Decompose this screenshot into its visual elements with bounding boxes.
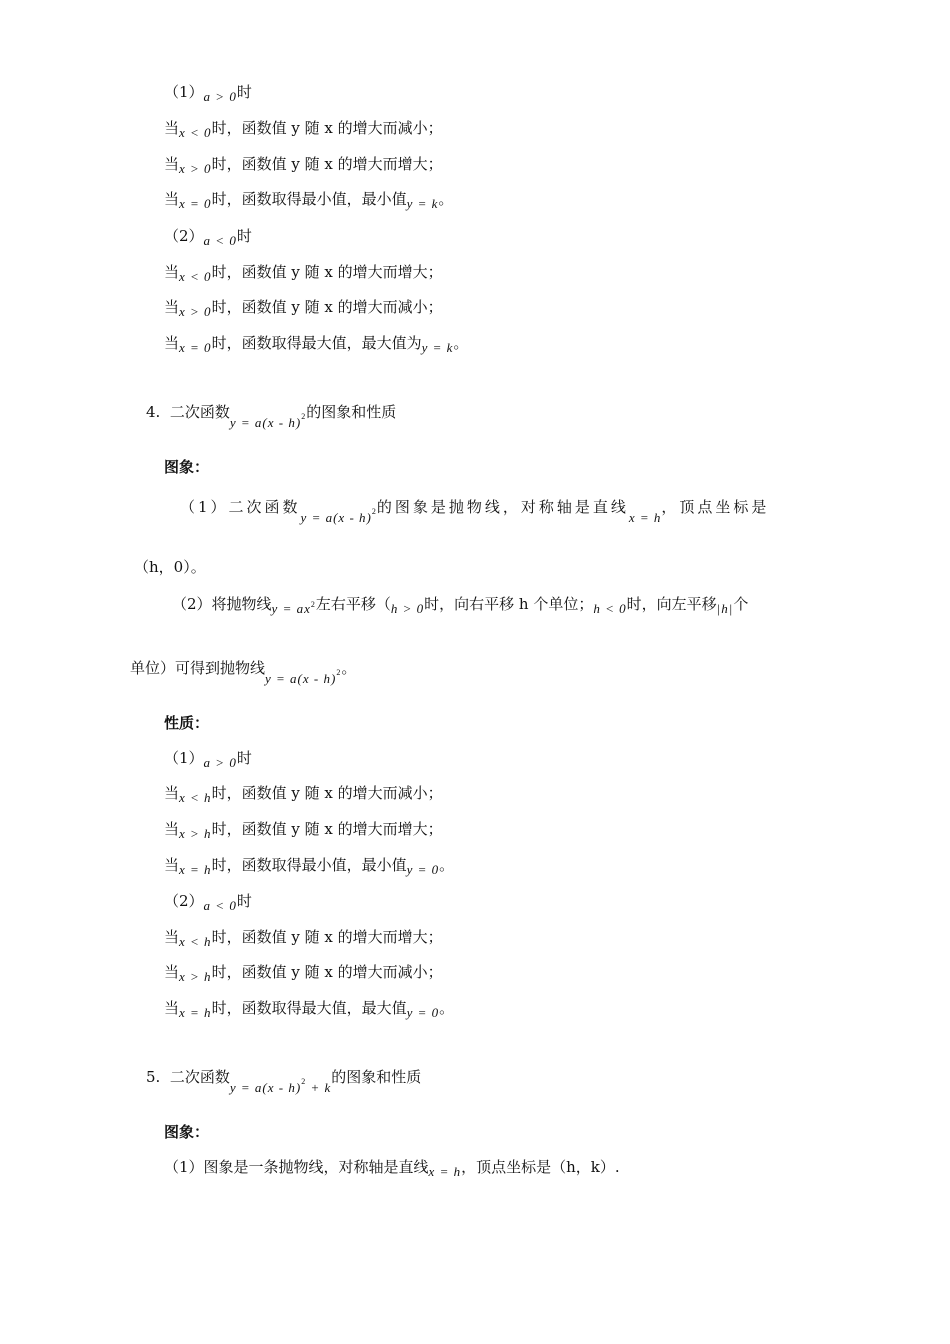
s3-case2: （2）a < 0时	[164, 227, 252, 248]
s4-graph-p2-cont: 单位）可得到抛物线y = a(x - h)$^2$。	[130, 659, 357, 686]
s3-line-3: 当x = 0时，函数取得最小值，最小值y = k。	[164, 190, 454, 211]
s4-line-6: 当x = h时，函数取得最大值，最大值y = 0。	[164, 999, 455, 1020]
s4-prop-label: 性质：	[164, 714, 210, 732]
s3-line-5: 当x > 0时，函数值 y 随 x 的增大而减小；	[164, 298, 443, 319]
s4-graph-p1: （1）二次函数y = a(x - h)$^2$的图象是抛物线，对称轴是直线x = h，顶点坐标是	[180, 492, 769, 518]
s5-heading: 5. 二次函数y = a(x - h)$^2$ + k的图象和性质	[146, 1062, 421, 1088]
s4-line-2: 当x > h时，函数值 y 随 x 的增大而增大；	[164, 820, 443, 841]
s3-line-1: 当x < 0时，函数值 y 随 x 的增大而减小；	[164, 119, 443, 140]
formula-vertex-hk: y = a(x - h)$^2$ + k	[229, 1077, 332, 1095]
s5-graph-label: 图象：	[164, 1123, 210, 1141]
s4-case1: （1）a > 0时	[164, 749, 252, 770]
s4-line-3: 当x = h时，函数取得最小值，最小值y = 0。	[164, 856, 455, 877]
axis-x-eq-h: x = h	[628, 510, 662, 525]
s3-case1: （1）a > 0时	[164, 83, 252, 104]
s4-line-5: 当x > h时，函数值 y 随 x 的增大而减小；	[164, 963, 443, 984]
s3-line-2: 当x > 0时，函数值 y 随 x 的增大而增大；	[164, 155, 443, 176]
s4-graph-p2: （2）将抛物线$y = ax^2$左右平移（h > 0时，向右平移 h 个单位；h < 0时，向左平移|h|个	[172, 595, 749, 616]
s4-line-1: 当x < h时，函数值 y 随 x 的增大而减小；	[164, 784, 443, 805]
s4-graph-p1-cont: （h，0）。	[134, 558, 206, 576]
s3-line-4: 当x < 0时，函数值 y 随 x 的增大而增大；	[164, 263, 443, 284]
s4-case2: （2）a < 0时	[164, 892, 252, 913]
s3-line-6: 当x = 0时，函数取得最大值，最大值为y = k。	[164, 334, 469, 355]
s5-graph-p1: （1）图象是一条抛物线，对称轴是直线x = h，顶点坐标是（h，k）.	[164, 1158, 620, 1179]
math-a-gt-0: a > 0	[203, 89, 237, 104]
s4-graph-label: 图象：	[164, 458, 210, 476]
s4-line-4: 当x < h时，函数值 y 随 x 的增大而增大；	[164, 928, 443, 949]
formula-vertex-h: y = a(x - h)$^2$	[229, 412, 307, 430]
s4-heading: 4. 二次函数y = a(x - h)$^2$的图象和性质	[146, 397, 396, 423]
